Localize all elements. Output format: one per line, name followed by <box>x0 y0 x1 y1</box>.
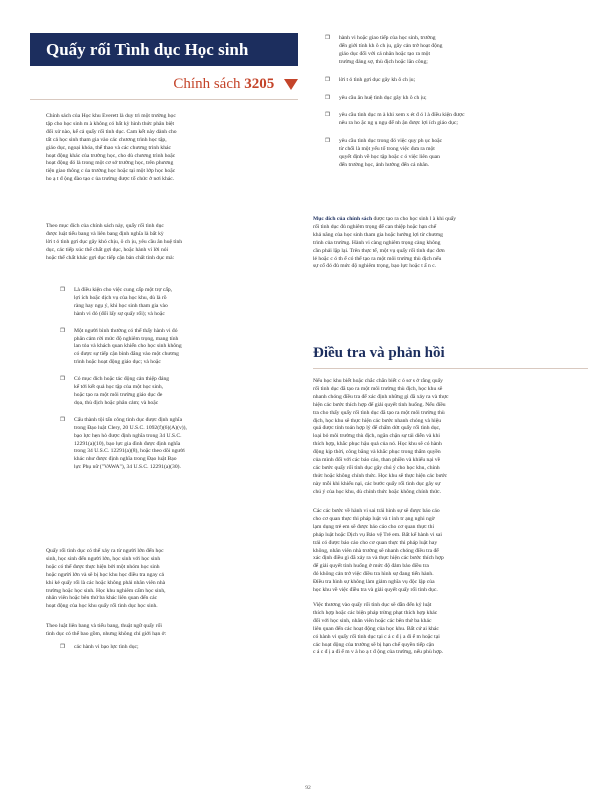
text-line: lời t ỏ tình gợi dục gây khó chịu, ô ch ịu, yêu cầu ân huệ tình <box>46 238 183 245</box>
text-line: đối xử nào, kể cả quấy rối tình dục. Cam kết này dành cho <box>46 128 177 135</box>
definition-bullets <box>60 287 296 481</box>
text-line: thích hợp, khắc phục hậu quả của nó. Học khu sẽ có hành <box>313 441 442 448</box>
purpose-label: Mục đích của chính sách <box>313 216 373 222</box>
text-line: từ chối là một yếu tố trong việc đưa ra một <box>339 146 435 153</box>
text-line: hoặc thể chất khác gợi dục tiếp cận bản chất tình dục mà: <box>46 254 175 261</box>
text-line: Các các bước về hành vi sai trái hình sự sẽ được báo cáo <box>313 508 440 514</box>
text-line: Một người bình thường có thể thấy hành vi đó <box>74 327 178 334</box>
text-line: đối với học sinh, nhân viên hoặc các bên thứ ba khác <box>313 617 432 624</box>
text-line: yêu cầu tình dục trong đó việc quy ph ục hoặc <box>339 138 443 145</box>
text-line: học khu về việc điều tra và giải quyết quấy rối tình dục. <box>313 587 438 594</box>
bullet-icon: ❒ <box>60 327 66 334</box>
text-line: trong 34 U.S.C. 12291(a)(8), hoặc theo dõi người <box>74 448 185 455</box>
text-line: Cấu thành tội tấn công tình dục được định nghĩa <box>74 416 183 423</box>
text-line: sự cố đó đủ mức độ nghiêm trọng, bạo lực hoặc t ấ n c. <box>313 263 437 270</box>
text-line: Có mục đích hoặc tác động cản thiệp đáng <box>74 376 170 383</box>
bullet-icon: ❒ <box>325 76 331 83</box>
text-line: trái có được báo cáo cho cơ quan thực thi pháp luật hay <box>313 539 438 546</box>
text-line: liên quan đến các hoạt động của học khu. Bất cứ ai khác <box>313 625 439 632</box>
section-title: Điều tra và phản hồi <box>313 345 445 361</box>
text-line: lực Phụ nữ ("VAWA"), 34 U.S.C. 12291(a)(30). <box>74 464 181 471</box>
text-line: tiện giao thông c ủa trường học hoặc tại một lớp học hoặc <box>46 168 176 175</box>
text-line: của mình đối với các báo cáo, than phiền và khiếu nại về <box>313 457 441 464</box>
text-line: được luật tiểu bang và liên bang định nghĩa là bất kỳ <box>46 230 164 237</box>
text-line: tra cho thấy quấy rối tình dục đã tạo ra một môi trường thù <box>313 409 445 416</box>
page-title: Quấy rối Tình dục Học sinh <box>30 33 298 66</box>
list-item <box>325 138 587 170</box>
examples-bullets <box>325 35 587 180</box>
text-line: ràng hay ngụ ý, khi học sinh tham gia vào <box>74 302 168 309</box>
text-line: khi kẻ quấy rối là các hoặc không phải nhân viên nhà <box>46 579 166 586</box>
text-line: trường hoặc học sinh. Học khu nghiêm cấm học sinh, <box>46 587 166 594</box>
text-line: quyết định về học tập hoặc c ó việc liên quan <box>339 154 440 161</box>
text-line: loại bỏ môi trường thù địch, ngăn chặn sự tái diễn và khi <box>313 433 440 440</box>
bullet-icon: ❒ <box>325 138 331 145</box>
page-number: 92 <box>305 785 311 791</box>
text-line: Theo mục đích của chính sách này, quấy rối tình dục <box>46 223 164 229</box>
list-item: ❒ các hành vi bạo lực tình dục; <box>60 644 139 650</box>
text-line: Nếu học khu biết hoặc chắc chắn biết c ó sơ s ở rằng quấy <box>313 378 443 384</box>
text-line: lời t ỏ tình gợi dục gây kh ô ch ịu; <box>339 76 416 83</box>
text-line: kể tới kết quả học tập của một học sinh, <box>74 384 164 391</box>
law-bullets <box>60 644 296 652</box>
text-line: không, nhân viên nhà trường sẽ nhanh chóng điều tra để <box>313 547 439 554</box>
list-item <box>325 95 587 103</box>
text-line: khả năng của học sinh tham gia hoặc hưởng lợi từ chương <box>313 231 443 238</box>
text-line: các hoạt động của trường sẽ bị hạn chế quyền tiếp cận <box>313 641 435 648</box>
text-line: hành vi hoặc giao tiếp của học sinh, trường <box>339 35 436 41</box>
list-item <box>60 376 296 408</box>
text-line: đến giới tính kh ô ch ịu, gây cản trở hoạt động <box>339 42 443 49</box>
text-line: yêu cầu tình dục m à khi xem x ét đ ó l à điều kiện được <box>339 112 465 119</box>
text-line: hoặc tạo ra một môi trường giáo dục đe <box>74 391 163 398</box>
text-line: c á c đ ị a đi ể m v à ho ạ t đ ộng của trường, nếu phù hợp. <box>313 649 444 656</box>
policy-number: 3205 <box>244 76 275 92</box>
text-line: cần phải lặp lại. Trên thực tế, một vụ quấy rối tình dục đơn <box>313 247 445 254</box>
text-line: tình dục có thể bao gồm, nhưng không chỉ giới hạn ở: <box>46 630 167 637</box>
text-line: giáo dục, ngoại khóa, thể thao và các chương trình khác <box>46 144 171 151</box>
intro-paragraph <box>46 113 292 184</box>
policy-label: Chính sách <box>173 76 241 92</box>
text-line: chú ý của học khu, dù chính thức hoặc không chính thức. <box>313 488 442 495</box>
text-line: lẻ hoặc c ó th ể có thể tạo ra một môi trường thù địch nếu <box>313 255 442 262</box>
bullet-icon: ❒ <box>60 416 66 423</box>
text-line: lợi ích hoặc dịch vụ của học khu, dù là rõ <box>74 294 167 301</box>
list-item <box>60 287 296 319</box>
text-line: các bước quấy rối tình dục gây chú ý cho học khu, chính <box>313 464 440 471</box>
text-line: nêu ra ho ặc ng ụ ngụ để nh ận được lợi ích giáo dục; <box>339 120 458 127</box>
text-line: phân cảm rời mức độ nghiêm trọng, mang tính <box>74 335 179 342</box>
text-line: đó không cản trở việc điều tra hình sự đang tiến hành. <box>313 571 434 578</box>
text-line: có hành vi quấy rối tình dục tại c á c đ ị a đi ể m hoặc tại <box>313 633 440 640</box>
text-line: trong Đạo luật Clery, 20 U.S.C. 1092(f)(6)(A)(v)), <box>74 424 187 431</box>
bullet-icon: ❒ <box>325 112 331 119</box>
policy-heading <box>30 72 298 96</box>
purpose-paragraph <box>313 216 588 271</box>
text-line: ho ạ t đ ộng đào tạo c ủa trường được tổ chức ở nơi khác. <box>46 176 175 183</box>
text-line: xác định điều gì đã xảy ra và thực hiện các bước thích hợp <box>313 555 444 562</box>
text-line: nhân viên hoặc bên thứ ba khác liên quan đến các <box>46 595 158 602</box>
text-line: động kịp thời, công bằng và khắc phục trong thẩm quyền <box>313 449 441 456</box>
text-line: rối tình dục đủ nghiêm trọng để can thiệp hoặc hạn chế <box>313 223 437 230</box>
text-line: nhanh chóng điều tra để xác định những gì đã xảy ra và thực <box>313 393 449 400</box>
text-line: Theo luật liên bang và tiểu bang, thuật ngữ quấy rối <box>46 623 162 629</box>
section-divider <box>313 368 588 369</box>
bullet-icon: ❒ <box>325 94 331 101</box>
text-line: cho cơ quan thực thi pháp luật và t ình tr ạng nghi ngờ <box>313 515 435 522</box>
text-line: lạm dụng trẻ em sẽ được báo cáo cho cơ quan thực thi <box>313 523 435 530</box>
law-paragraph <box>46 623 292 639</box>
text-line: Là điều kiện cho việc cung cấp một trợ cấp, <box>74 287 173 293</box>
text-line: tập cho học sinh m à không có bất kỳ hình thức phân biệt <box>46 120 175 127</box>
text-line: Chính sách của Học khu Everett là duy trì một trường học <box>46 113 176 119</box>
scope-paragraph <box>46 548 292 611</box>
text-line: bạo lực hẹn hò được định nghĩa trong 34 U.S.C. <box>74 432 182 439</box>
text-line: thức hoặc không chính thức. Học khu sẽ thực hiện các bước <box>313 472 448 479</box>
text-line: hiện các bước thích hợp để giải quyết tình huống. Nếu điều <box>313 401 446 408</box>
text-line: Điều tra hình sự không làm giảm nghĩa vụ độc lập của <box>313 579 435 586</box>
text-line: hoạt động của học khu quấy rối tình dục học sinh. <box>46 603 158 610</box>
list-item <box>325 112 587 128</box>
text-line: rối tình dục đã tạo ra một môi trường thù địch, học khu sẽ <box>313 385 443 392</box>
text-line: giáo dục đối với cá nhân hoặc tạo ra một <box>339 50 431 57</box>
text-line: hoặc có thể được thực hiện bởi một nhóm học sinh <box>46 563 160 570</box>
text-fragment: được tạo ra cho học sinh l à khi quấy <box>372 216 457 222</box>
list-item <box>60 328 296 368</box>
text-line: thích hợp hoặc các biện pháp trừng phạt thích hợp khác <box>313 609 438 616</box>
closing-paragraph <box>313 602 588 657</box>
text-line: này mỗi khi khiếu nại, các bước quấy rối tình dục gây sự <box>313 480 441 487</box>
bullet-icon: ❒ <box>60 287 66 293</box>
heading-divider <box>30 99 298 100</box>
text-line: để giải quyết tình huống ở mức độ đảm bảo điều tra <box>313 563 429 570</box>
text-line: quả được tính toán hợp lý để chấm dứt quấy rối tình dục, <box>313 425 441 432</box>
text-line: pháp luật hoặc Dịch vụ Bảo vệ Trẻ em. Bất kể hành vi sai <box>313 531 442 538</box>
investigation-paragraph <box>313 378 588 497</box>
text-line: lan tỏa và khách quan khiến cho học sinh không <box>74 343 182 350</box>
text-line: hành vi đó (đối lấy sự quấy rối); và hoặc <box>74 310 165 317</box>
text-line: địch, học khu sẽ thực hiện các bước nhanh chóng và hiệu <box>313 417 442 424</box>
text-line: trình hoặc hoạt động giáo dục; và hoặc <box>74 359 161 366</box>
bullet-icon: ❒ <box>325 35 331 41</box>
text-line: yêu cầu ân huệ tình dục gây kh ô ch ịu; <box>339 94 427 101</box>
text-line: dọa, thù địch hoặc phân cảm; và hoặc <box>74 399 159 406</box>
text-line: tất cả học sinh tham gia vào các chương trình học tập, <box>46 136 167 143</box>
steps-paragraph <box>313 508 588 595</box>
text-line: 12291(a)(10), bạo lực gia đình được định nghĩa <box>74 440 181 447</box>
text-line: có được sự tiếp cận bình đẳng vào một chương <box>74 351 179 358</box>
bullet-icon: ❒ <box>60 376 66 383</box>
text-line: hoạt động khác của trường học, cho dù chương trình hoặc <box>46 152 176 159</box>
text-line: hoặc người lớn và sẽ bị học khu học điều tra ngay cả <box>46 571 164 578</box>
text-line: trường đáng sợ, thù địch hoặc lăn công; <box>339 58 428 65</box>
text-line: hoạt động đó là trong một cơ sở trường học, trên phương <box>46 160 174 167</box>
triangle-down-icon <box>284 79 298 90</box>
list-item <box>325 35 587 67</box>
list-item <box>60 417 296 472</box>
text-line: Việc thương vào quấy rối tình dục sẽ dẫn đến kỷ luật <box>313 602 432 608</box>
text-line: Quấy rối tình dục có thể xảy ra từ người lớn đến học <box>46 548 164 554</box>
list-item <box>325 77 587 85</box>
definition-paragraph <box>46 223 292 263</box>
text-line: đến trường học, ảnh hưởng đến cá nhân. <box>339 161 430 168</box>
text-line <box>313 216 588 224</box>
text-line: dục, các tiếp xúc thể chất gợi dục, hoặc hành vi lời nói <box>46 246 169 253</box>
text-line: trình của trường. Hành vi càng nghiêm trọng càng không <box>313 239 441 246</box>
text-line: sinh, học sinh đến người lớn, học sinh với học sinh <box>46 555 161 562</box>
text-line: khác như được định nghĩa trong Đạo luật Bạo <box>74 456 177 463</box>
